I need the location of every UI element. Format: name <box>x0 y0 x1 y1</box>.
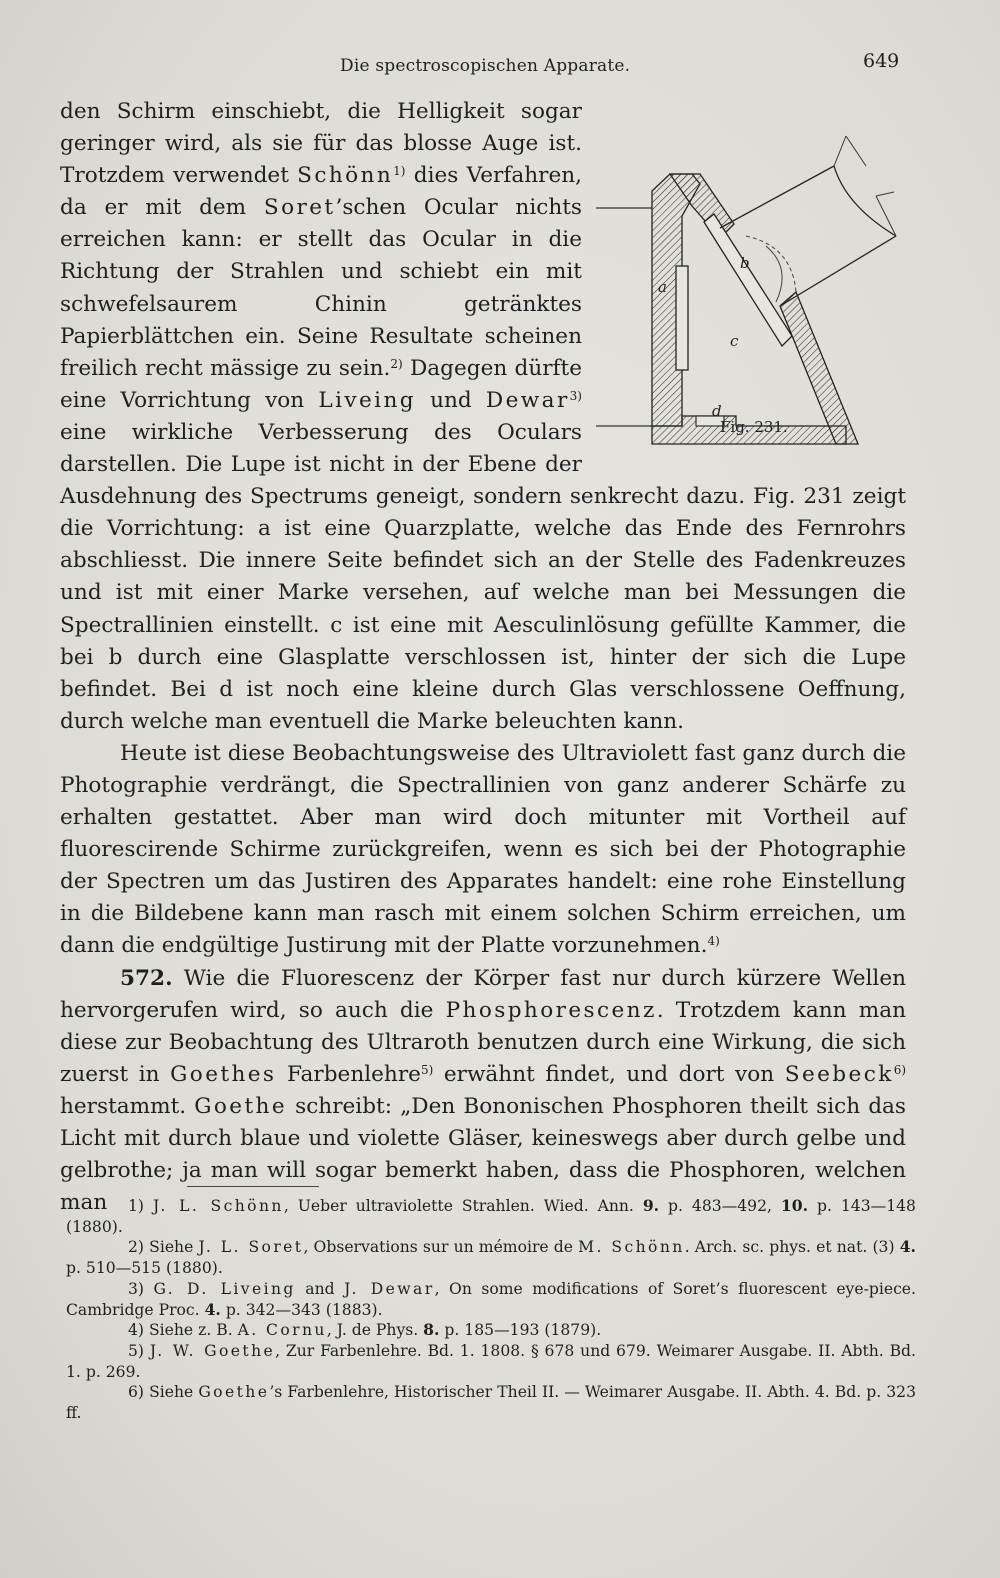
text: ’s Farbenlehre, Historischer Theil II. — Weimarer Ausgabe. II. Abth. 4. Bd. p. 323 ff. <box>66 1383 916 1423</box>
paragraph-572 <box>60 963 906 1220</box>
author-name: J. L. Soret <box>198 1238 304 1257</box>
footnote-number: 3) <box>128 1279 145 1298</box>
text: den Schirm einschiebt, die Helligkeit sogar geringer wird, als sie für das blosse Auge ist. Trotzdem verwendet <box>60 99 582 189</box>
volume: 4. <box>899 1237 916 1257</box>
text: Siehe <box>149 1238 199 1257</box>
lupe-lens-inner-2 <box>766 246 782 302</box>
footnote-ref: 3) <box>569 388 582 403</box>
text: , Zur Farbenlehre. Bd. 1. 1808. § 678 und 679. Weimarer Ausgabe. II. Abth. Bd. 1. p. 269. <box>66 1341 916 1381</box>
paragraph-fluorescent-eyepiece <box>60 96 906 738</box>
lupe-ray-4 <box>876 192 894 196</box>
eyepiece-diagram <box>596 96 916 446</box>
footnote-ref: 6) <box>893 1062 907 1077</box>
text: , J. de Phys. <box>326 1321 424 1340</box>
text: Heute ist diese Beobachtungsweise des Ultraviolett fast ganz durch die Photographie verdrängt, die Spectrallinien von ganz anderer Schärfe zu erhalten gestattet. Aber man wird doch mitunter mit Vortheil auf fluorescirende Schirme zurückgreifen, wenn es sich bei der Photographie der Spectren um das Justiren des Apparates handelt: eine rohe Einstellung in die Bildebene kann man rasch mit einem solchen Schirm erreichen, um dann die endgültige Justirung mit der Platte vorzunehmen. <box>60 740 906 959</box>
footnote-5 <box>66 1341 916 1382</box>
volume: 8. <box>423 1320 440 1340</box>
footnote-ref: 4) <box>707 934 720 949</box>
lupe-ray-1 <box>834 136 846 166</box>
text: and <box>295 1279 345 1298</box>
paragraph-photography <box>60 738 906 963</box>
author-name: J. W. Goethe <box>149 1341 276 1360</box>
text: Siehe z. B. <box>148 1321 238 1340</box>
text: , On some modifications of Soret’s fluorescent eye-piece. Cambridge Proc. <box>66 1279 916 1319</box>
text: schreibt: „Den Bononischen Phosphoren theilt sich das Licht mit durch blaue und violette Gläser, keineswegs aber durch gelbe und gelbrothe; ja man will sogar bemerkt haben, dass die Phosphoren, welchen man <box>60 1093 906 1216</box>
footnote-number: 5) <box>128 1341 145 1360</box>
text: Dagegen dürfte eine Vorrichtung von <box>60 355 582 413</box>
text: , Observations sur un mémoire de <box>303 1238 579 1257</box>
author-name: A. Cornu <box>237 1321 327 1340</box>
author-name: M. Schönn <box>578 1238 685 1257</box>
label-b: b <box>740 254 750 272</box>
glass-plate-b <box>704 214 792 346</box>
label-a: a <box>658 278 667 296</box>
footnote-rule <box>187 1186 319 1187</box>
page-number: 649 <box>863 50 900 72</box>
lupe-ray-2 <box>846 136 866 166</box>
author-name: Goethe <box>198 1383 270 1402</box>
lupe-lens-outer <box>834 166 896 236</box>
spaced-term: Phosphorescenz <box>445 997 657 1023</box>
figure-caption: Fig. 231. <box>720 418 788 436</box>
footnote-number: 2) <box>128 1238 145 1257</box>
page-header <box>0 50 1000 80</box>
author-name: Schönn <box>297 163 394 189</box>
text: ’schen Ocular nichts erreichen kann: er stellt das Ocular in die Richtung der Strahlen und schiebt ein mit schwefelsaurem Chinin getränktes Papierblättchen ein. Seine Resultate scheinen freilich recht mässige zu sein. <box>60 195 582 381</box>
author-name: Dewar <box>485 387 570 413</box>
footnote-ref: 1) <box>393 164 406 179</box>
quartz-plate-a <box>676 266 688 370</box>
text: Wie die Fluorescenz der Körper fast nur durch kürzere Wellen hervorgerufen wird, so auch die <box>60 965 906 1023</box>
footnote-2 <box>66 1237 916 1278</box>
text: p. 483—492, <box>659 1197 781 1215</box>
section-number: 572. <box>120 965 173 991</box>
footnote-ref: 5) <box>420 1062 434 1077</box>
body-text <box>60 96 906 1219</box>
figure-231 <box>596 96 916 446</box>
author-name: Goethes <box>170 1061 277 1087</box>
volume: 4. <box>204 1299 221 1319</box>
text: herstammt. <box>60 1093 195 1119</box>
footnote-1 <box>66 1196 916 1237</box>
text: , Ueber ultraviolette Strahlen. Wied. Ann. <box>283 1197 643 1215</box>
text: p. 185—193 (1879). <box>439 1321 602 1340</box>
text: p. 143—148 (1880). <box>66 1197 916 1236</box>
footnote-3 <box>66 1279 916 1320</box>
text: Siehe <box>149 1383 199 1402</box>
footnote-number: 1) <box>128 1197 145 1215</box>
text: p. 510—515 (1880). <box>66 1259 223 1278</box>
label-c: c <box>730 332 739 350</box>
lupe-upper-edge <box>720 166 834 228</box>
housing-right-wall <box>780 292 858 444</box>
author-name: Soret <box>263 195 336 221</box>
label-d: d <box>712 402 722 420</box>
footnote-number: 6) <box>128 1383 145 1402</box>
text: Farbenlehre <box>276 1061 421 1087</box>
footnote-4 <box>66 1320 916 1341</box>
footnote-6 <box>66 1382 916 1423</box>
text: . Arch. sc. phys. et nat. (3) <box>684 1238 900 1257</box>
text: dies Verfahren, da er mit dem <box>60 163 582 221</box>
volume: 9. <box>642 1196 660 1215</box>
lupe-lower-edge <box>780 236 896 306</box>
footnote-ref: 2) <box>390 356 403 371</box>
volume: 10. <box>780 1196 809 1215</box>
text: und <box>416 387 486 413</box>
footnotes <box>66 1196 916 1424</box>
text: eine wirkliche Verbesserung des Oculars darstellen. Die Lupe ist nicht in der Ebene der Ausdehnung des Spectrums geneigt, sondern senkrecht dazu. Fig. 231 zeigt die Vorrichtung: a ist eine Quarzplatte, welche das Ende des Fernrohrs abschliesst. Die innere Seite befindet sich an der Stelle des Fadenkreuzes und ist mit einer Marke versehen, auf welche man bei Messungen die Spectrallinien einstellt. c ist eine mit Aesculinlösung gefüllte Kammer, die bei b durch eine Glasplatte verschlossen ist, hinter der sich die Lupe befindet. Bei d ist noch eine kleine durch Glas verschlossene Oeffnung, durch welche man eventuell die Marke beleuchten kann. <box>60 419 906 734</box>
author-name: J. L. Schönn <box>152 1197 284 1215</box>
text: p. 342—343 (1883). <box>220 1300 383 1319</box>
author-name: Goethe <box>194 1093 288 1119</box>
footnote-number: 4) <box>128 1321 145 1340</box>
author-name: G. D. Liveing <box>153 1279 296 1298</box>
author-name: J. Dewar <box>344 1279 435 1298</box>
running-head: Die spectroscopischen Apparate. <box>340 56 631 76</box>
text: erwähnt findet, und dort von <box>433 1061 785 1087</box>
author-name: Liveing <box>318 387 416 413</box>
author-name: Seebeck <box>784 1061 894 1087</box>
text: . Trotzdem kann man diese zur Beobachtung des Ultraroth benutzen durch eine Wirkung, die sich zuerst in <box>60 997 906 1087</box>
